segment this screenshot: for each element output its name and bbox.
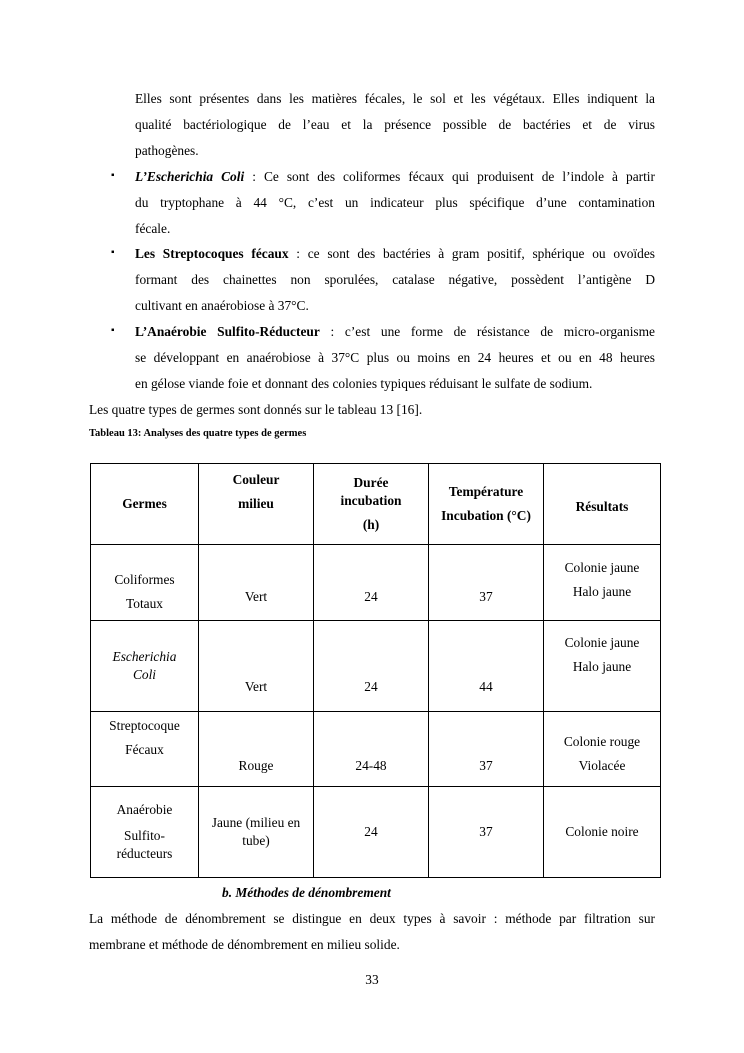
bullet-anaerobie: [135, 319, 655, 397]
intro-line: qualité bactériologique de l’eau et la présence possible de bactéries et de virus: [135, 117, 655, 132]
page-number: 33: [365, 972, 379, 987]
cell-duree: 24: [314, 787, 429, 878]
table-caption: Tableau 13: Analyses des quatre types de germes: [89, 428, 307, 439]
intro-line: pathogènes.: [135, 143, 199, 158]
header-germes: Germes: [91, 464, 199, 545]
cell-duree: 24-48: [314, 712, 429, 787]
bullet-term: L’Anaérobie Sulfito-Réducteur: [135, 324, 320, 339]
table-intro: [89, 397, 655, 423]
cell-couleur: Vert: [199, 545, 314, 621]
cell-temperature: 44: [429, 621, 544, 712]
cell-resultat: Colonie jaune Halo jaune: [544, 621, 661, 712]
table-header-row: [91, 464, 661, 545]
closing-line: La méthode de dénombrement se distingue en deux types à savoir : méthode par filtration sur: [89, 911, 655, 926]
intro-paragraph: [135, 86, 655, 164]
table-row: [91, 621, 661, 712]
cell-temperature: 37: [429, 787, 544, 878]
table-intro-text: Les quatre types de germes sont donnés sur le tableau 13 [16].: [89, 402, 423, 417]
cell-couleur: Rouge: [199, 712, 314, 787]
bullet-text: fécale.: [135, 221, 171, 236]
bullet-text: en gélose viande foie et donnant des colonies typiques réduisant le sulfate de sodium.: [135, 376, 593, 391]
table-row: [91, 712, 661, 787]
cell-germe: Anaérobie Sulfito- réducteurs: [91, 787, 199, 878]
cell-resultat: Colonie rouge Violacée: [544, 712, 661, 787]
bullet-text: du tryptophane à 44 °C, c’est un indicateur plus spécifique d’une contamination: [135, 195, 655, 210]
intro-line: Elles sont présentes dans les matières fécales, le sol et les végétaux. Elles indiquent la: [135, 91, 655, 106]
bullet-escherichia-coli: [135, 164, 655, 242]
bullet-text: se développant en anaérobiose à 37°C plus ou moins en 24 heures et ou en 48 heures: [135, 350, 655, 365]
cell-resultat: Colonie noire: [544, 787, 661, 878]
bullet-term: L’Escherichia Coli: [135, 169, 245, 184]
bullet-text: : ce sont des bactéries à gram positif, sphérique ou ovoïdes: [288, 246, 655, 261]
cell-germe: Coliformes Totaux: [91, 545, 199, 621]
bullet-streptocoques: [135, 241, 655, 319]
bullet-text: cultivant en anaérobiose à 37°C.: [135, 298, 309, 313]
bullet-marker: ▪: [111, 247, 115, 258]
table-row: [91, 545, 661, 621]
table-row: [91, 787, 661, 878]
cell-germe: Escherichia Coli: [91, 621, 199, 712]
header-temperature: Température Incubation (°C): [429, 464, 544, 545]
cell-temperature: 37: [429, 712, 544, 787]
bullet-marker: ▪: [111, 170, 115, 181]
header-duree: Durée incubation (h): [314, 464, 429, 545]
bullet-term: Les Streptocoques fécaux: [135, 246, 289, 261]
cell-couleur: Jaune (milieu en tube): [199, 787, 314, 878]
header-resultats: Résultats: [544, 464, 661, 545]
closing-line: membrane et méthode de dénombrement en milieu solide.: [89, 937, 400, 952]
cell-duree: 24: [314, 621, 429, 712]
germs-table: [90, 463, 661, 878]
cell-duree: 24: [314, 545, 429, 621]
header-couleur: Couleur milieu: [199, 464, 314, 545]
bullet-text: formant des chainettes non sporulées, catalase négative, possèdent l’antigène D: [135, 272, 655, 287]
bullet-marker: ▪: [111, 325, 115, 336]
cell-germe: Streptocoque Fécaux: [91, 712, 199, 787]
cell-couleur: Vert: [199, 621, 314, 712]
section-heading: b. Méthodes de dénombrement: [222, 885, 391, 900]
cell-temperature: 37: [429, 545, 544, 621]
bullet-text: : c’est une forme de résistance de micro-organisme: [319, 324, 655, 339]
closing-paragraph: [89, 906, 655, 958]
cell-resultat: Colonie jaune Halo jaune: [544, 545, 661, 621]
bullet-text: : Ce sont des coliformes fécaux qui produisent de l’indole à partir: [244, 169, 655, 184]
